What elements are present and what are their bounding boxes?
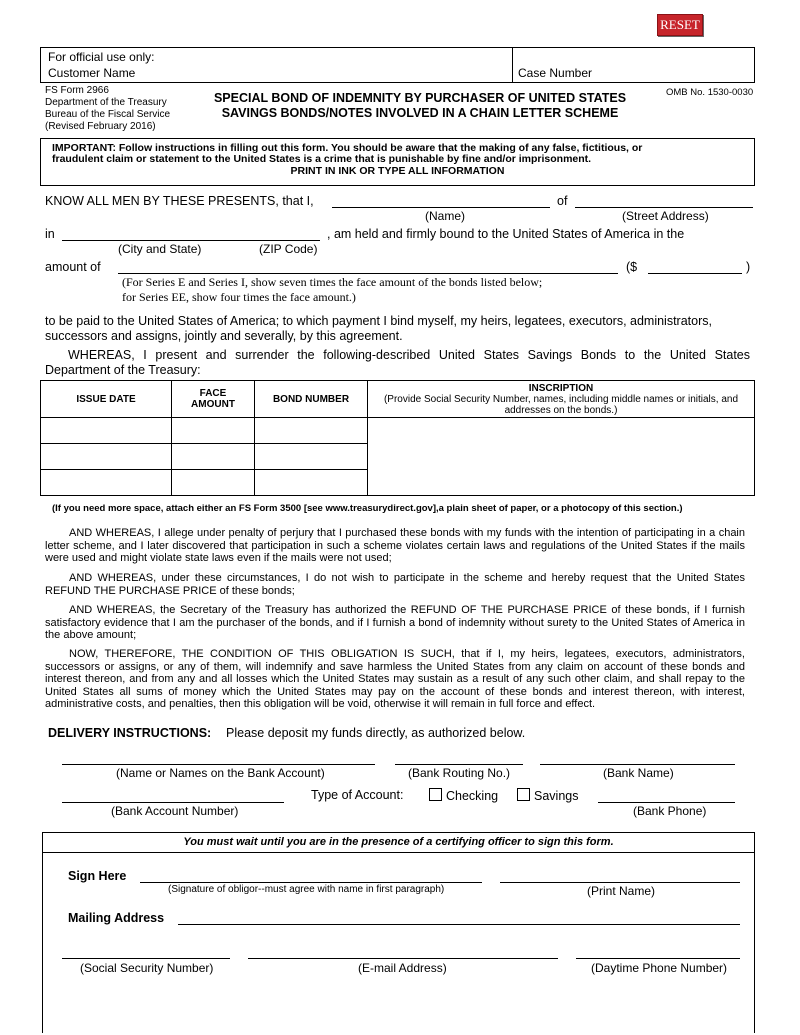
col-bond-number: BOND NUMBER bbox=[255, 381, 368, 418]
whereas-line1: WHEREAS, I present and surrender the following-described United States Savings Bonds to the United States bbox=[68, 348, 750, 362]
savings-checkbox[interactable] bbox=[517, 788, 530, 801]
street-address-input[interactable] bbox=[575, 207, 753, 208]
inscription-cell[interactable] bbox=[368, 418, 755, 496]
ssn-caption: (Social Security Number) bbox=[80, 961, 214, 975]
bond-number-cell[interactable] bbox=[255, 470, 368, 496]
city-zip-input[interactable] bbox=[62, 240, 320, 241]
important-line1: IMPORTANT: Follow instructions in filling out this form. You should be aware that the making of any false, fictitious, or bbox=[52, 142, 643, 154]
certifying-officer-notice: You must wait until you are in the presence of a certifying officer to sign this form. bbox=[183, 836, 614, 848]
space-note: (If you need more space, attach either an FS Form 3500 [see www.treasurydirect.gov],a plain sheet of paper, or a photocopy of this section.) bbox=[52, 503, 683, 514]
signature-caption: (Signature of obligor--must agree with name in first paragraph) bbox=[168, 884, 445, 895]
page-title-line2: SAVINGS BONDS/NOTES INVOLVED IN A CHAIN LETTER SCHEME bbox=[221, 106, 619, 120]
important-line3: PRINT IN INK OR TYPE ALL INFORMATION bbox=[290, 165, 505, 177]
print-name-input[interactable] bbox=[500, 882, 740, 883]
amount-label: AMOUNT bbox=[191, 399, 235, 410]
bank-account-name-input[interactable] bbox=[62, 764, 375, 765]
reset-button[interactable]: RESET bbox=[657, 14, 703, 36]
print-name-caption: (Print Name) bbox=[587, 884, 656, 898]
amount-of-text: amount of bbox=[45, 260, 101, 274]
paragraph-refund-request: AND WHEREAS, under these circumstances, I do not wish to participate in the scheme and hereby request that the United States REFUND THE PURCHASE PRICE of these bonds; bbox=[45, 572, 745, 597]
close-paren: ) bbox=[746, 260, 751, 274]
face-amount-cell[interactable] bbox=[172, 418, 255, 444]
signature-input[interactable] bbox=[140, 882, 482, 883]
amount-dollar-input[interactable] bbox=[648, 273, 742, 274]
issue-date-cell[interactable] bbox=[41, 444, 172, 470]
routing-number-input[interactable] bbox=[395, 764, 523, 765]
account-type-label: Type of Account: bbox=[311, 788, 404, 802]
checking-label: Checking bbox=[446, 789, 499, 803]
important-line2: fraudulent claim or statement to the United States is a crime that is punishable by fine and/or imprisonment. bbox=[52, 153, 592, 165]
series-note-line1: (For Series E and Series I, show seven times the face amount of the bonds listed below; bbox=[122, 275, 543, 289]
bank-phone-caption: (Bank Phone) bbox=[633, 804, 707, 818]
bonds-table bbox=[40, 380, 755, 496]
mailing-address-label: Mailing Address bbox=[68, 911, 165, 925]
department: Department of the Treasury bbox=[45, 97, 167, 108]
paid-line2: successors and assigns, jointly and severally, by this agreement. bbox=[45, 329, 403, 343]
of-text: of bbox=[557, 194, 568, 208]
sign-here-label: Sign Here bbox=[68, 869, 127, 883]
inscription-note: (Provide Social Security Number, names, including middle names or initials, and addresses on the bonds.) bbox=[383, 393, 739, 416]
bureau: Bureau of the Fiscal Service bbox=[45, 109, 171, 120]
know-all-men-text: KNOW ALL MEN BY THESE PRESENTS, that I, bbox=[45, 194, 314, 208]
held-text: , am held and firmly bound to the United States of America in the bbox=[327, 227, 685, 241]
series-note-line2: for Series EE, show four times the face amount.) bbox=[122, 290, 356, 304]
signature-divider bbox=[42, 852, 755, 853]
bank-name-input[interactable] bbox=[540, 764, 735, 765]
amount-words-input[interactable] bbox=[118, 273, 618, 274]
col-issue-date: ISSUE DATE bbox=[41, 381, 172, 418]
savings-option[interactable] bbox=[517, 788, 578, 803]
face-label: FACE bbox=[199, 388, 227, 399]
street-caption: (Street Address) bbox=[622, 209, 709, 223]
signature-box bbox=[42, 832, 755, 1033]
phone-caption: (Daytime Phone Number) bbox=[591, 961, 728, 975]
in-text: in bbox=[45, 227, 55, 241]
face-amount-cell[interactable] bbox=[172, 444, 255, 470]
form-number: FS Form 2966 bbox=[45, 85, 109, 96]
dollar-text: ($ bbox=[626, 260, 638, 274]
paid-line1: to be paid to the United States of America; to which payment I bind myself, my heirs, legatees, executors, administrators, bbox=[45, 314, 712, 328]
inscription-heading: INSCRIPTION bbox=[528, 382, 594, 394]
omb-number: OMB No. 1530-0030 bbox=[666, 87, 754, 98]
table-row bbox=[41, 418, 755, 444]
bond-number-cell[interactable] bbox=[255, 418, 368, 444]
case-number-field[interactable]: Case Number bbox=[518, 66, 593, 80]
routing-caption: (Bank Routing No.) bbox=[408, 766, 511, 780]
email-input[interactable] bbox=[248, 958, 558, 959]
paragraph-condition: NOW, THEREFORE, THE CONDITION OF THIS OBLIGATION IS SUCH, that if I, my heirs, legatees, executors, administrators, successors or assigns, or any of them, will indemnify and save harmless the United States from any claim on account of these bonds and interest thereon, and from any and all losses which the United States may sustain as a result of any such other claim, and shall repay to the United States all sums of money which the United States may pay on the account of these bonds and interest thereon, with interest, administrative costs, and penalties, then this obligation will be void, otherwise it will remain in full force and effect. bbox=[45, 648, 745, 710]
checking-checkbox[interactable] bbox=[429, 788, 442, 801]
bank-name-caption: (Bank Name) bbox=[603, 766, 674, 780]
issue-date-cell[interactable] bbox=[41, 470, 172, 496]
delivery-text: Please deposit my funds directly, as authorized below. bbox=[226, 726, 526, 740]
official-divider bbox=[512, 47, 513, 82]
face-amount-cell[interactable] bbox=[172, 470, 255, 496]
mailing-address-input[interactable] bbox=[178, 924, 740, 925]
savings-label: Savings bbox=[534, 789, 579, 803]
paragraph-perjury: AND WHEREAS, I allege under penalty of perjury that I purchased these bonds with my funds with the intention of participating in a chain letter scheme, and I later discovered that participation in such a scheme violates certain laws and regulations of the United States if the mails were used and might violate state laws even if the mails were not used; bbox=[45, 527, 745, 564]
account-number-input[interactable] bbox=[62, 802, 284, 803]
daytime-phone-input[interactable] bbox=[576, 958, 740, 959]
zip-caption: (ZIP Code) bbox=[259, 242, 318, 256]
issue-date-cell[interactable] bbox=[41, 418, 172, 444]
whereas-line2: Department of the Treasury: bbox=[45, 363, 201, 377]
bank-account-name-caption: (Name or Names on the Bank Account) bbox=[116, 766, 325, 780]
account-number-caption: (Bank Account Number) bbox=[111, 804, 239, 818]
revised-date: (Revised February 2016) bbox=[45, 121, 156, 132]
official-use-label: For official use only: bbox=[48, 50, 155, 64]
checking-option[interactable] bbox=[429, 788, 498, 803]
ssn-input[interactable] bbox=[62, 958, 230, 959]
paragraph-secretary: AND WHEREAS, the Secretary of the Treasury has authorized the REFUND OF THE PURCHASE PRICE of these bonds, if I furnish satisfactory evidence that I am the purchaser of the bonds, and if I furnish a bond of indemnity without surety to the United States of America in the above amount; bbox=[45, 604, 745, 641]
col-face-amount bbox=[172, 381, 255, 418]
delivery-heading: DELIVERY INSTRUCTIONS: bbox=[48, 726, 212, 740]
city-caption: (City and State) bbox=[118, 242, 202, 256]
col-inscription bbox=[368, 381, 755, 418]
name-input[interactable] bbox=[332, 207, 550, 208]
name-caption: (Name) bbox=[425, 209, 466, 223]
bank-phone-input[interactable] bbox=[598, 802, 735, 803]
email-caption: (E-mail Address) bbox=[358, 961, 447, 975]
page-title-line1: SPECIAL BOND OF INDEMNITY BY PURCHASER OF UNITED STATES bbox=[213, 91, 627, 105]
customer-name-field[interactable]: Customer Name bbox=[48, 66, 136, 80]
bond-number-cell[interactable] bbox=[255, 444, 368, 470]
